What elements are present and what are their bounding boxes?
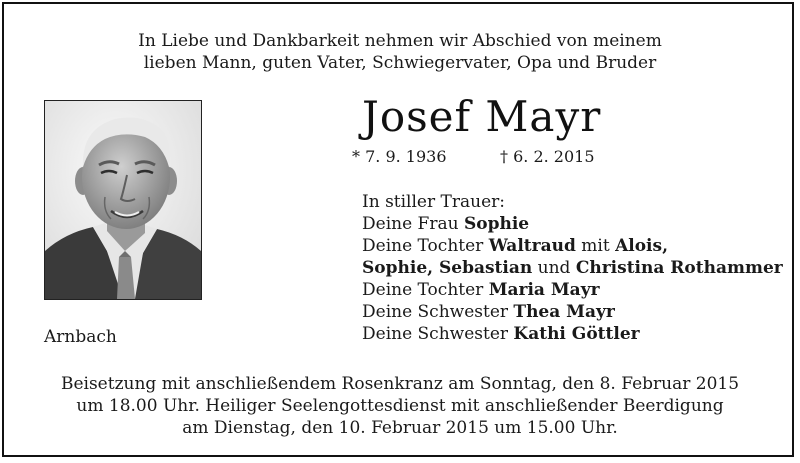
mourners-heading: In stiller Trauer: bbox=[362, 192, 505, 212]
birth-date: * 7. 9. 1936 bbox=[352, 147, 447, 166]
intro-line: lieben Mann, guten Vater, Schwiegervater, Opa und Bruder bbox=[143, 53, 657, 73]
intro-text bbox=[0, 30, 800, 74]
funeral-line: um 18.00 Uhr. Heiliger Seelengottesdienst mit anschließender Beerdigung bbox=[76, 396, 724, 416]
mourner-line bbox=[362, 235, 783, 257]
deceased-name: Josef Mayr bbox=[362, 92, 602, 141]
mourner-name: Sophie bbox=[463, 214, 530, 234]
connector-text: und bbox=[532, 258, 576, 278]
mourner-name: Christina Rothammer bbox=[575, 258, 783, 278]
death-date: † 6. 2. 2015 bbox=[500, 147, 595, 166]
mourner-line bbox=[362, 323, 783, 345]
mourners-list bbox=[362, 191, 783, 345]
mourner-name: Thea Mayr bbox=[513, 302, 615, 322]
life-dates bbox=[352, 147, 612, 167]
connector-text: mit bbox=[575, 236, 616, 256]
mourner-name: Waltraud bbox=[488, 236, 576, 256]
funeral-line: am Dienstag, den 10. Februar 2015 um 15.00 Uhr. bbox=[182, 418, 618, 438]
relation-text: Deine Schwester bbox=[362, 324, 514, 344]
mourner-line bbox=[362, 301, 783, 323]
mourner-line bbox=[362, 213, 783, 235]
funeral-line: Beisetzung mit anschließendem Rosenkranz am Sonntag, den 8. Februar 2015 bbox=[60, 374, 740, 394]
relation-text: Deine Tochter bbox=[362, 236, 489, 256]
relation-text: Deine Frau bbox=[362, 214, 464, 234]
mourner-name: Kathi Göttler bbox=[513, 324, 640, 344]
mourner-name: Sophie, Sebastian bbox=[362, 258, 533, 278]
mourner-name: Maria Mayr bbox=[488, 280, 600, 300]
relation-text: Deine Schwester bbox=[362, 302, 514, 322]
funeral-details bbox=[0, 373, 800, 439]
mourner-line bbox=[362, 279, 783, 301]
relation-text: Deine Tochter bbox=[362, 280, 489, 300]
mourner-line bbox=[362, 257, 783, 279]
place-name: Arnbach bbox=[44, 327, 117, 347]
portrait-photo bbox=[44, 100, 202, 300]
intro-line: In Liebe und Dankbarkeit nehmen wir Abschied von meinem bbox=[138, 31, 662, 51]
mourner-name: Alois, bbox=[615, 236, 668, 256]
